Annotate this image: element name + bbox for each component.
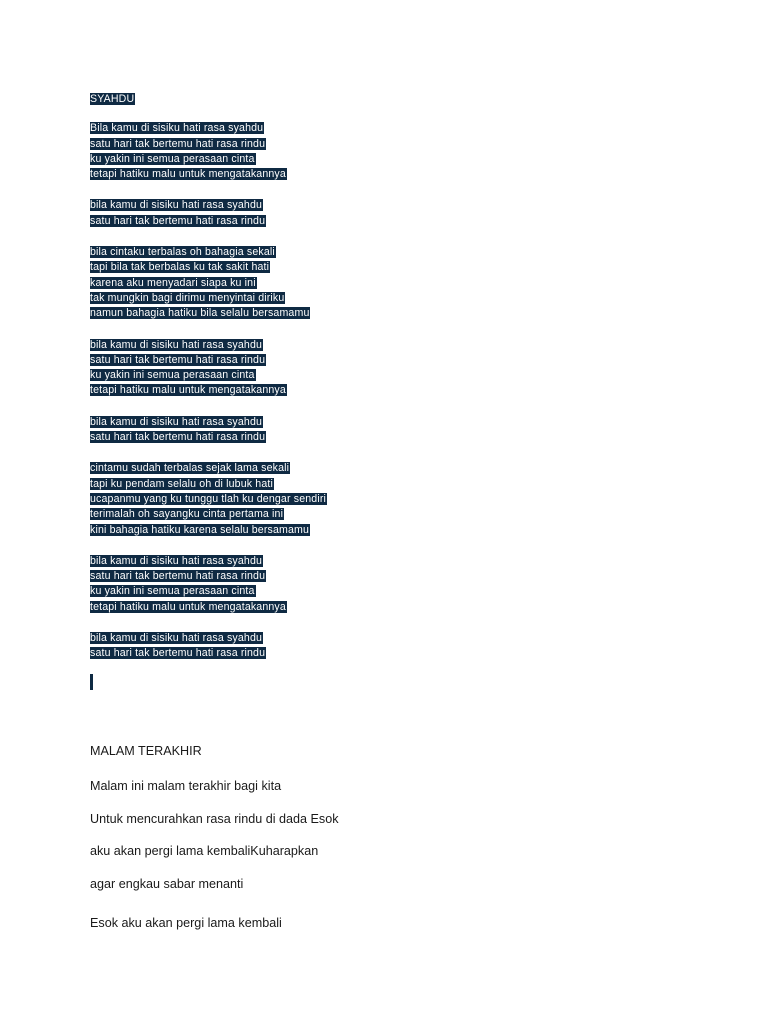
lyric-line <box>90 368 410 383</box>
lyric-line <box>90 523 410 538</box>
lyric-line <box>90 646 410 661</box>
lyric-line <box>90 198 410 213</box>
stanza <box>90 461 410 537</box>
lyric-text: tapi bila tak berbalas ku tak sakit hati <box>90 261 270 274</box>
stanza <box>90 121 410 182</box>
song-malam-terakhir <box>90 742 590 946</box>
lyric-text: tak mungkin bagi dirimu menyintai diriku <box>90 291 285 304</box>
lyric-line <box>90 137 410 152</box>
lyric-line: Untuk mencurahkan rasa rindu di dada Esok <box>90 811 339 826</box>
lyric-line <box>90 353 410 368</box>
lyric-text: ku yakin ini semua perasaan cinta <box>90 369 255 382</box>
text-cursor <box>90 674 93 690</box>
song-title: MALAM TERAKHIR <box>90 744 202 758</box>
lyric-text: tetapi hatiku malu untuk mengatakannya <box>90 600 286 613</box>
lyric-line <box>90 338 410 353</box>
lyric-line <box>90 167 410 182</box>
lyric-line: Esok aku akan pergi lama kembali <box>90 915 282 930</box>
lyric-line <box>90 477 410 492</box>
lyric-text: tetapi hatiku malu untuk mengatakannya <box>90 384 286 397</box>
lyric-line <box>90 214 410 229</box>
lyric-line <box>90 383 410 398</box>
lyric-line: aku akan pergi lama kembaliKuharapkan <box>90 844 319 858</box>
lyric-line <box>90 631 410 646</box>
lyric-line <box>90 569 410 584</box>
lyric-line <box>90 152 410 167</box>
lyric-text: satu hari tak bertemu hati rasa rindu <box>90 353 266 366</box>
lyric-text: satu hari tak bertemu hati rasa rindu <box>90 137 266 150</box>
stanza <box>90 554 410 615</box>
stanza <box>90 198 410 229</box>
lyric-line <box>90 306 410 321</box>
lyric-text: kini bahagia hatiku karena selalu bersamamu <box>90 523 310 536</box>
lyric-line <box>90 507 410 522</box>
lyric-text: terimalah oh sayangku cinta pertama ini <box>90 508 284 521</box>
lyric-text: ku yakin ini semua perasaan cinta <box>90 585 255 598</box>
lyric-text: satu hari tak bertemu hati rasa rindu <box>90 647 266 660</box>
lyric-text: tetapi hatiku malu untuk mengatakannya <box>90 168 286 181</box>
lyric-text: namun bahagia hatiku bila selalu bersamamu <box>90 307 310 320</box>
lyric-line <box>90 492 410 507</box>
lyric-text: ucapanmu yang ku tunggu tlah ku dengar sendiri <box>90 492 326 505</box>
stanza <box>90 338 410 399</box>
lyric-text: bila kamu di sisiku hati rasa syahdu <box>90 338 263 351</box>
lyric-line <box>90 260 410 275</box>
lyric-line <box>90 600 410 615</box>
lyric-line <box>90 461 410 476</box>
lyric-line <box>90 554 410 569</box>
lyric-text: satu hari tak bertemu hati rasa rindu <box>90 570 266 583</box>
lyric-text: Bila kamu di sisiku hati rasa syahdu <box>90 122 264 135</box>
lyric-text: tapi ku pendam selalu oh di lubuk hati <box>90 477 273 490</box>
lyric-text: cintamu sudah terbalas sejak lama sekali <box>90 462 290 475</box>
lyric-line <box>90 245 410 260</box>
lyric-text: satu hari tak bertemu hati rasa rindu <box>90 431 266 444</box>
lyric-line: Malam ini malam terakhir bagi kita <box>90 779 282 793</box>
lyric-line <box>90 291 410 306</box>
stanza <box>90 415 410 446</box>
lyric-text: bila kamu di sisiku hati rasa syahdu <box>90 632 263 645</box>
lyric-text: bila kamu di sisiku hati rasa syahdu <box>90 415 263 428</box>
stanza <box>90 245 410 321</box>
song-title: SYAHDU <box>90 93 135 105</box>
song-syahdu-selected[interactable] <box>90 92 410 678</box>
lyric-text: bila cintaku terbalas oh bahagia sekali <box>90 246 275 259</box>
lyric-text: bila kamu di sisiku hati rasa syahdu <box>90 199 263 212</box>
lyric-line <box>90 121 410 136</box>
lyric-line <box>90 584 410 599</box>
lyric-text: bila kamu di sisiku hati rasa syahdu <box>90 554 263 567</box>
lyric-line <box>90 415 410 430</box>
lyric-text: karena aku menyadari siapa ku ini <box>90 276 256 289</box>
song-lyrics <box>90 121 410 661</box>
stanza <box>90 631 410 662</box>
lyric-line <box>90 276 410 291</box>
lyric-line: agar engkau sabar menanti <box>90 876 244 891</box>
lyric-line <box>90 430 410 445</box>
lyric-text: satu hari tak bertemu hati rasa rindu <box>90 214 266 227</box>
lyric-text: ku yakin ini semua perasaan cinta <box>90 152 255 165</box>
